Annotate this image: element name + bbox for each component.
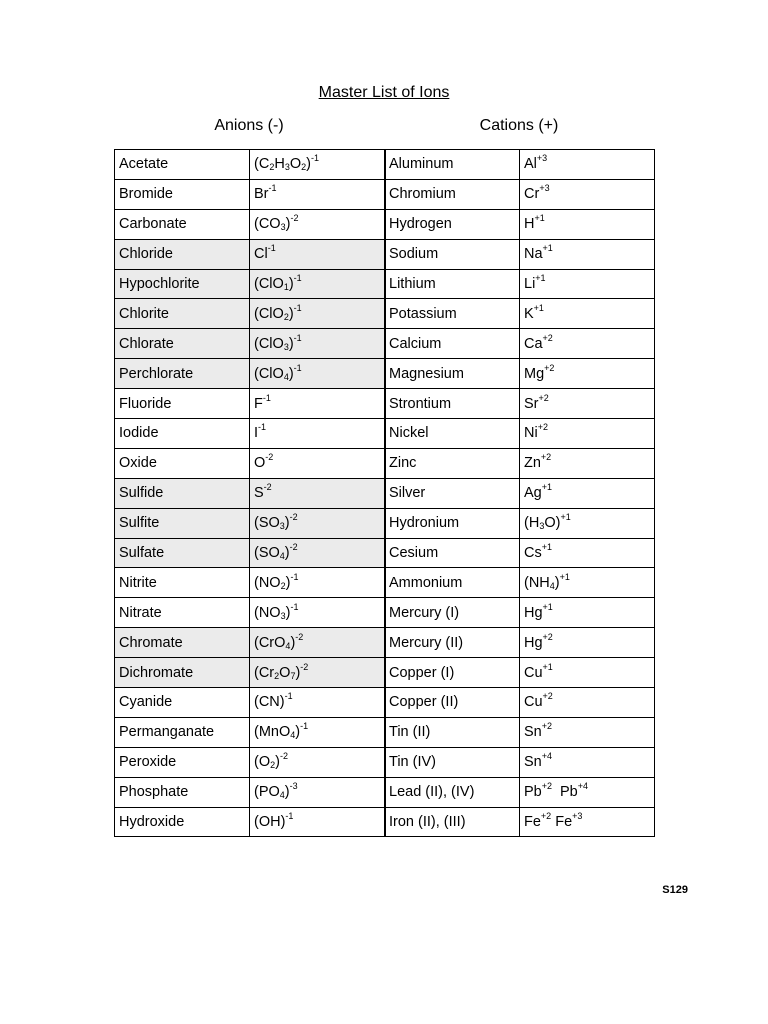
cation-row	[385, 807, 655, 837]
anion-name: Sulfide	[115, 478, 250, 508]
formula-part: (Cr	[254, 664, 275, 681]
anion-name: Permanganate	[115, 717, 250, 747]
formula-part: Fe	[524, 814, 541, 831]
formula-part: Ag	[524, 485, 542, 502]
formula-part: 2	[270, 760, 276, 771]
cation-row	[385, 239, 655, 269]
cation-formula	[520, 239, 655, 269]
anion-formula	[250, 389, 386, 419]
formula-part: +2	[537, 422, 548, 433]
formula-part: +1	[542, 243, 553, 254]
formula-part: 7	[290, 670, 296, 681]
cation-formula	[520, 747, 655, 777]
formula-part: )	[285, 604, 291, 621]
anion-formula	[250, 568, 386, 598]
formula-part: Br	[254, 186, 269, 203]
anion-formula	[250, 359, 386, 389]
anion-name: Hypochlorite	[115, 269, 250, 299]
cation-formula	[520, 508, 655, 538]
cation-row	[385, 747, 655, 777]
anion-row	[115, 628, 386, 658]
anion-name: Chromate	[115, 628, 250, 658]
formula-part: 4	[283, 371, 289, 382]
formula-part: Al	[524, 156, 537, 173]
anion-formula	[250, 329, 386, 359]
cation-formula	[520, 179, 655, 209]
formula-part: +1	[534, 213, 545, 224]
cation-name: Iron (II), (III)	[385, 807, 520, 837]
formula-part: )	[284, 515, 290, 532]
formula-part: 3	[280, 222, 286, 233]
formula-part: +4	[541, 751, 553, 762]
formula-part: (PO	[254, 784, 280, 801]
cation-formula	[520, 419, 655, 449]
cation-name: Calcium	[385, 329, 520, 359]
formula-part: +2	[544, 362, 555, 373]
formula-part: Sn	[524, 724, 542, 741]
formula-part: F	[254, 395, 263, 412]
formula-part: Cr	[524, 186, 540, 203]
formula-part: Ni	[524, 425, 538, 442]
anion-formula	[250, 747, 386, 777]
formula-part: +2	[541, 721, 553, 732]
cation-name: Lithium	[385, 269, 520, 299]
cation-row	[385, 777, 655, 807]
cation-row	[385, 478, 655, 508]
formula-part: +2	[540, 811, 552, 822]
formula-part: )	[285, 574, 291, 591]
formula-part: Mg	[524, 365, 545, 382]
cation-formula	[520, 329, 655, 359]
anion-formula	[250, 478, 386, 508]
cation-name: Ammonium	[385, 568, 520, 598]
formula-part: -1	[293, 273, 302, 283]
formula-part: 2	[269, 162, 275, 173]
cation-name: Chromium	[385, 179, 520, 209]
formula-part: Ca	[524, 335, 543, 352]
cation-formula	[520, 269, 655, 299]
cation-row	[385, 329, 655, 359]
formula-part: -2	[290, 213, 299, 224]
formula-part: (NO	[254, 604, 281, 621]
anion-name: Oxide	[115, 448, 250, 478]
cation-formula	[520, 717, 655, 747]
anion-name: Sulfite	[115, 508, 250, 538]
anion-formula	[250, 239, 386, 269]
cation-formula	[520, 299, 655, 329]
formula-part: +3	[536, 153, 548, 164]
formula-part: 2	[280, 580, 286, 591]
cation-name: Nickel	[385, 419, 520, 449]
cations-table	[384, 149, 655, 837]
anion-row	[115, 448, 386, 478]
anion-row	[115, 359, 386, 389]
anion-name: Sulfate	[115, 538, 250, 568]
anion-row	[115, 179, 386, 209]
anion-name: Chlorate	[115, 329, 250, 359]
formula-part: O	[279, 664, 291, 681]
anion-name: Carbonate	[115, 209, 250, 239]
cation-name: Hydrogen	[385, 209, 520, 239]
formula-part: Pb	[524, 784, 542, 801]
anion-formula	[250, 777, 386, 807]
cation-formula	[520, 209, 655, 239]
formula-part: Fe	[551, 814, 573, 831]
formula-part: 1	[283, 282, 289, 292]
formula-part: -1	[290, 571, 299, 582]
formula-part: +4	[577, 781, 589, 792]
anion-formula	[250, 538, 386, 568]
anion-row	[115, 807, 386, 837]
formula-part: -2	[265, 452, 274, 463]
formula-part: )	[288, 305, 294, 322]
cation-row	[385, 688, 655, 718]
cation-row	[385, 448, 655, 478]
anion-row	[115, 568, 386, 598]
cation-name: Mercury (II)	[385, 628, 520, 658]
formula-part: +2	[542, 691, 553, 702]
formula-part: )	[284, 545, 290, 562]
formula-part: )	[288, 335, 294, 352]
formula-part: Zn	[524, 455, 541, 472]
anion-name: Chlorite	[115, 299, 250, 329]
formula-part: 3	[539, 521, 545, 532]
formula-part: -1	[290, 601, 299, 612]
anion-formula	[250, 419, 386, 449]
anion-row	[115, 538, 386, 568]
formula-part: -1	[293, 302, 302, 313]
cation-formula	[520, 628, 655, 658]
formula-part: (OH)	[254, 814, 286, 831]
formula-part: H	[274, 156, 285, 173]
anion-formula	[250, 628, 386, 658]
formula-part: Sr	[524, 395, 539, 412]
anion-name: Hydroxide	[115, 807, 250, 837]
formula-part: -1	[268, 183, 277, 194]
cation-name: Aluminum	[385, 150, 520, 180]
formula-part: Hg	[524, 634, 543, 651]
cation-row	[385, 150, 655, 180]
cation-row	[385, 598, 655, 628]
formula-part: H	[524, 216, 535, 233]
anions-header: Anions (-)	[214, 117, 284, 134]
formula-part: (ClO	[254, 276, 284, 292]
anion-name: Nitrite	[115, 568, 250, 598]
formula-part: (ClO	[254, 365, 284, 382]
formula-part: +1	[541, 542, 552, 553]
formula-part: )	[288, 365, 294, 382]
anion-row	[115, 329, 386, 359]
anion-row	[115, 747, 386, 777]
anion-row	[115, 150, 386, 180]
cation-row	[385, 628, 655, 658]
cation-formula	[520, 359, 655, 389]
cation-formula	[520, 598, 655, 628]
cation-row	[385, 209, 655, 239]
anion-row	[115, 777, 386, 807]
cation-row	[385, 269, 655, 299]
formula-part: (SO	[254, 515, 280, 532]
formula-part: (C	[254, 156, 270, 173]
formula-part: +2	[541, 781, 553, 792]
formula-part: K	[524, 305, 534, 322]
formula-part: +1	[541, 482, 553, 493]
formula-part: +3	[539, 183, 550, 194]
anion-row	[115, 598, 386, 628]
cation-name: Copper (I)	[385, 658, 520, 688]
cation-formula	[520, 150, 655, 180]
cation-name: Tin (II)	[385, 717, 520, 747]
formula-part: Cl	[254, 246, 268, 263]
formula-part: -2	[295, 631, 304, 642]
anion-row	[115, 688, 386, 718]
formula-part: Pb	[560, 784, 578, 801]
formula-part: 4	[285, 640, 291, 651]
anion-name: Fluoride	[115, 389, 250, 419]
anion-formula	[250, 508, 386, 538]
formula-part: )	[295, 664, 301, 681]
formula-part: (CrO	[254, 634, 286, 651]
page-code: S129	[662, 884, 688, 896]
anion-name: Acetate	[115, 150, 250, 180]
formula-part: 4	[279, 790, 285, 801]
formula-part: )	[288, 276, 294, 292]
cation-row	[385, 419, 655, 449]
formula-part: Sn	[524, 754, 542, 771]
formula-part: -1	[258, 422, 267, 433]
cation-formula	[520, 658, 655, 688]
formula-part: Cu	[524, 664, 543, 681]
formula-part: -1	[267, 243, 276, 254]
anion-row	[115, 209, 386, 239]
anion-row	[115, 717, 386, 747]
formula-part: Cs	[524, 545, 542, 562]
formula-part: )	[295, 724, 301, 741]
anion-row	[115, 299, 386, 329]
formula-part: )	[554, 574, 560, 591]
anion-formula	[250, 209, 386, 239]
cation-formula	[520, 448, 655, 478]
anion-row	[115, 239, 386, 269]
formula-part: (ClO	[254, 305, 284, 322]
anion-formula	[250, 598, 386, 628]
formula-part: )	[306, 156, 311, 173]
anion-name: Nitrate	[115, 598, 250, 628]
formula-part: -1	[284, 691, 293, 702]
formula-part: (NO	[254, 574, 281, 591]
formula-part: -1	[262, 392, 271, 403]
cation-row	[385, 299, 655, 329]
formula-part: Cu	[524, 694, 543, 711]
anion-formula	[250, 658, 386, 688]
formula-part: (CN)	[254, 694, 285, 711]
formula-part: -1	[300, 721, 309, 732]
cation-name: Lead (II), (IV)	[385, 777, 520, 807]
cation-name: Hydronium	[385, 508, 520, 538]
formula-part: Hg	[524, 604, 543, 621]
cation-formula	[520, 538, 655, 568]
formula-part: 4	[549, 580, 555, 591]
anion-formula	[250, 688, 386, 718]
cation-row	[385, 658, 655, 688]
cation-name: Magnesium	[385, 359, 520, 389]
formula-part: +2	[542, 631, 553, 642]
formula-part: +1	[542, 661, 553, 672]
anion-name: Phosphate	[115, 777, 250, 807]
formula-part: -2	[300, 661, 309, 672]
formula-part: +2	[538, 392, 549, 403]
formula-part: O	[289, 156, 302, 173]
anion-formula	[250, 150, 386, 180]
formula-part: 2	[274, 670, 280, 681]
cation-name: Potassium	[385, 299, 520, 329]
anion-name: Bromide	[115, 179, 250, 209]
cation-name: Tin (IV)	[385, 747, 520, 777]
formula-part: -3	[289, 781, 298, 792]
formula-part: +3	[572, 811, 583, 822]
formula-part: -2	[279, 751, 288, 762]
anion-name: Dichromate	[115, 658, 250, 688]
formula-part: 4	[290, 730, 296, 741]
formula-part: )	[275, 754, 280, 771]
formula-part: O)	[544, 515, 561, 532]
formula-part: +1	[535, 273, 546, 283]
formula-part: (CO	[254, 216, 281, 233]
cation-name: Copper (II)	[385, 688, 520, 718]
cation-row	[385, 508, 655, 538]
formula-part: +1	[559, 571, 570, 582]
formula-part: )	[285, 216, 291, 233]
anion-row	[115, 269, 386, 299]
anion-formula	[250, 299, 386, 329]
formula-part: Li	[524, 276, 536, 292]
anions-table	[114, 149, 386, 837]
formula-part: O	[254, 455, 266, 472]
cation-name: Sodium	[385, 239, 520, 269]
anion-formula	[250, 269, 386, 299]
formula-part: (SO	[254, 545, 280, 562]
cation-row	[385, 389, 655, 419]
formula-part: I	[254, 425, 259, 442]
formula-part: +2	[540, 452, 552, 463]
formula-part: (H	[524, 515, 540, 532]
formula-part: +1	[533, 302, 544, 313]
formula-part: (O	[254, 754, 271, 771]
cation-name: Zinc	[385, 448, 520, 478]
formula-part: 2	[283, 311, 289, 322]
formula-part: )	[290, 634, 296, 651]
anion-row	[115, 478, 386, 508]
formula-part: -2	[263, 482, 272, 493]
cation-row	[385, 359, 655, 389]
anion-name: Iodide	[115, 419, 250, 449]
cation-formula	[520, 478, 655, 508]
page-title: Master List of Ions	[318, 84, 450, 101]
formula-part: 3	[280, 610, 286, 621]
cation-name: Strontium	[385, 389, 520, 419]
cation-formula	[520, 807, 655, 837]
formula-part: S	[254, 485, 264, 502]
formula-part: -1	[310, 153, 319, 164]
cation-formula	[520, 389, 655, 419]
formula-part: 3	[283, 341, 289, 352]
formula-part: 2	[301, 162, 307, 173]
formula-part: -2	[289, 542, 298, 553]
cation-formula	[520, 688, 655, 718]
anion-row	[115, 508, 386, 538]
formula-part: (NH	[524, 574, 550, 591]
formula-part: 3	[279, 521, 285, 532]
cation-formula	[520, 568, 655, 598]
formula-part: Na	[524, 246, 543, 263]
cation-name: Silver	[385, 478, 520, 508]
anion-formula	[250, 717, 386, 747]
cation-row	[385, 179, 655, 209]
formula-part: 3	[284, 162, 290, 173]
anion-formula	[250, 448, 386, 478]
formula-part: (ClO	[254, 335, 284, 352]
anion-row	[115, 419, 386, 449]
anion-name: Peroxide	[115, 747, 250, 777]
formula-part: -2	[289, 512, 298, 523]
anion-row	[115, 658, 386, 688]
formula-part: +1	[542, 601, 553, 612]
formula-part: -1	[293, 362, 302, 373]
cations-header: Cations (+)	[479, 117, 559, 134]
formula-part: +2	[542, 332, 553, 343]
cation-row	[385, 717, 655, 747]
cation-formula	[520, 777, 655, 807]
cation-row	[385, 568, 655, 598]
formula-part: (MnO	[254, 724, 291, 741]
anion-formula	[250, 179, 386, 209]
formula-part: 4	[279, 551, 285, 562]
formula-part: -1	[285, 811, 294, 822]
anion-formula	[250, 807, 386, 837]
anion-name: Perchlorate	[115, 359, 250, 389]
cation-name: Cesium	[385, 538, 520, 568]
anion-name: Chloride	[115, 239, 250, 269]
cation-row	[385, 538, 655, 568]
formula-part: +1	[560, 512, 571, 523]
anion-name: Cyanide	[115, 688, 250, 718]
anion-row	[115, 389, 386, 419]
formula-part: -1	[293, 332, 302, 343]
formula-part: )	[284, 784, 290, 801]
cation-name: Mercury (I)	[385, 598, 520, 628]
